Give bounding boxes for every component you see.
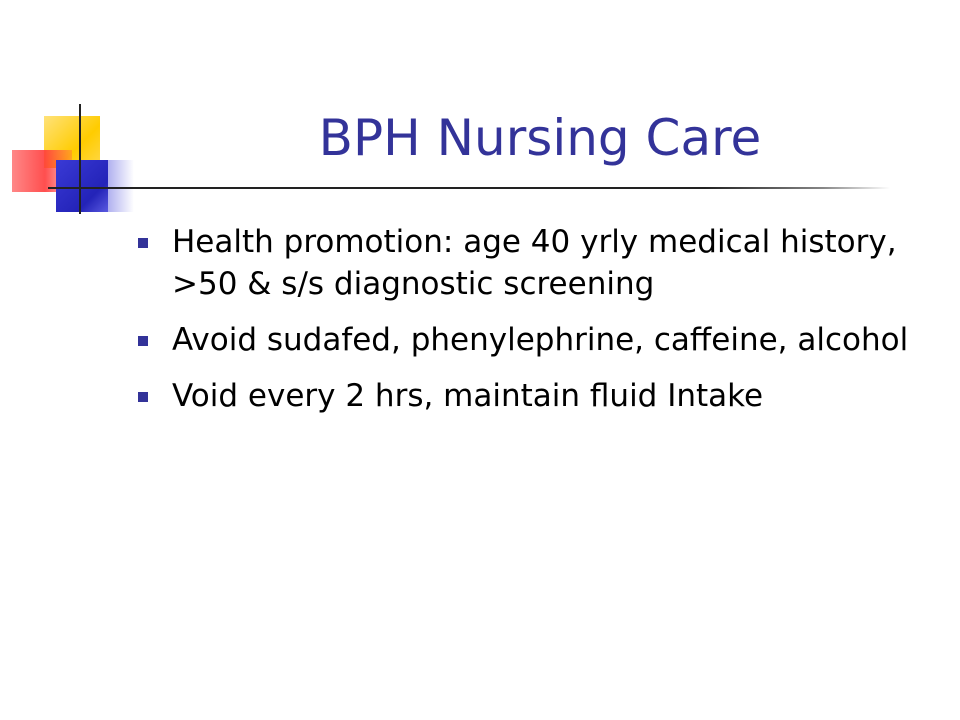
bullet-text: Avoid sudafed, phenylephrine, caffeine, alcohol — [172, 322, 909, 358]
decor-vertical-line — [79, 104, 81, 214]
bullet-item — [134, 319, 924, 361]
bullet-text: Health promotion: age 40 yrly medical history, >50 & s/s diagnostic screening — [172, 224, 897, 302]
bullet-item — [134, 375, 924, 417]
square-bullet-icon — [138, 336, 148, 346]
square-bullet-icon — [138, 392, 148, 402]
slide-title: BPH Nursing Care — [318, 109, 762, 167]
decor-blue-square — [56, 160, 108, 212]
title-underline — [48, 187, 890, 189]
bullet-list — [134, 221, 924, 431]
bullet-text: Void every 2 hrs, maintain fluid Intake — [172, 378, 764, 414]
decor-blue-fade — [108, 160, 134, 212]
square-bullet-icon — [138, 238, 148, 248]
bullet-item — [134, 221, 924, 305]
